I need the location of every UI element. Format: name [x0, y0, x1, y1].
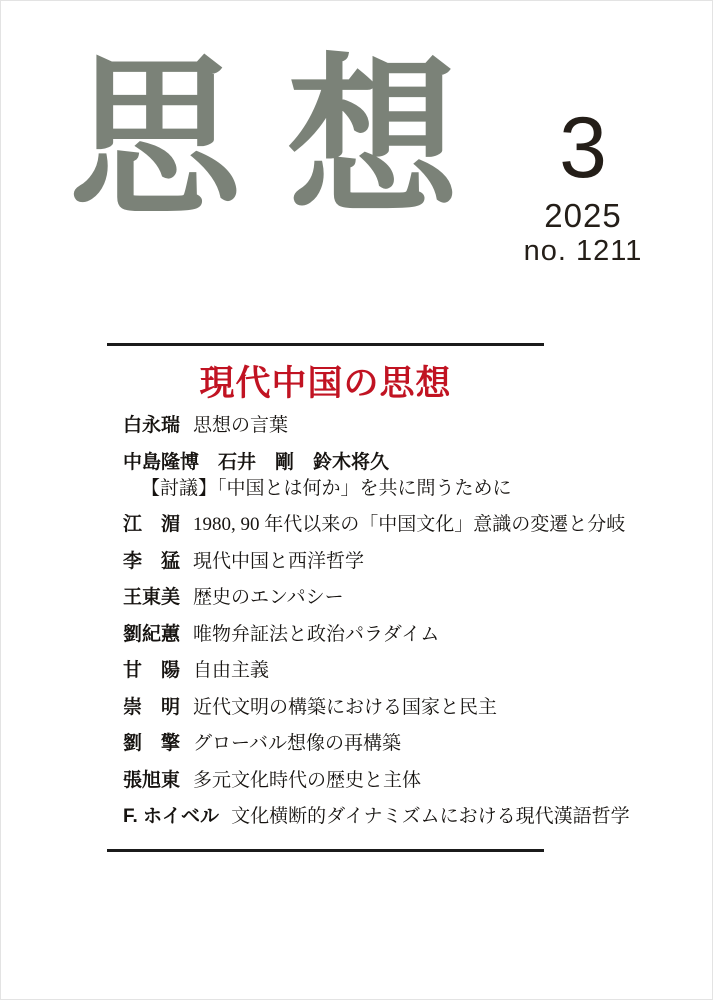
toc-authors: 中島隆博 石井 剛 鈴木将久	[123, 451, 390, 473]
toc-author: 劉 擎	[123, 733, 181, 754]
toc-title: 多元文化時代の歴史と主体	[193, 769, 422, 791]
toc-row	[123, 768, 663, 794]
toc-row	[123, 804, 663, 830]
toc-row	[123, 731, 663, 757]
toc-author: 白永瑞	[123, 415, 181, 436]
toc-row	[123, 549, 663, 575]
toc-title: グローバル想像の再構築	[193, 733, 402, 754]
toc-title: 唯物弁証法と政治パラダイム	[193, 623, 440, 645]
toc-row	[123, 658, 663, 684]
toc-author: 崇 明	[123, 696, 181, 718]
toc-row	[123, 695, 663, 721]
toc-title: 近代文明の構築における国家と民主	[193, 696, 498, 718]
toc-title: 1980, 90 年代以来の「中国文化」意識の変遷と分岐	[193, 514, 626, 535]
toc-author: 張旭東	[123, 769, 181, 791]
toc-title: 歴史のエンパシー	[193, 587, 344, 608]
toc-author: 李 猛	[123, 550, 181, 572]
toc-title: 自由主義	[193, 660, 270, 681]
toc-title: 思想の言葉	[193, 415, 289, 436]
toc-author: 王東美	[123, 587, 181, 608]
toc-title: 文化横断的ダイナミズムにおける現代漢語哲学	[231, 806, 630, 827]
toc-author: 江 湄	[123, 514, 181, 535]
feature-heading: 現代中国の思想	[199, 364, 452, 403]
toc-title: 【討議】「中国とは何か」を共に問うために	[141, 477, 512, 499]
toc-author: 劉紀蕙	[123, 623, 181, 645]
top-divider-rule	[107, 343, 544, 346]
magazine-title: 思想	[69, 46, 505, 236]
issue-serial-number: no. 1211	[523, 235, 643, 267]
toc-author: F. ホイベル	[123, 806, 220, 827]
issue-month-number: 3	[559, 100, 607, 196]
toc-author: 甘 陽	[123, 660, 181, 681]
toc-row	[123, 622, 663, 648]
toc-row	[123, 413, 663, 439]
toc-row-discussion	[123, 450, 663, 502]
toc-row	[123, 512, 663, 538]
issue-year: 2025	[544, 197, 622, 234]
toc-row	[123, 585, 663, 611]
issue-block	[499, 100, 667, 267]
toc-title: 現代中国と西洋哲学	[193, 550, 365, 572]
table-of-contents	[123, 413, 663, 841]
bottom-divider-rule	[107, 849, 544, 852]
